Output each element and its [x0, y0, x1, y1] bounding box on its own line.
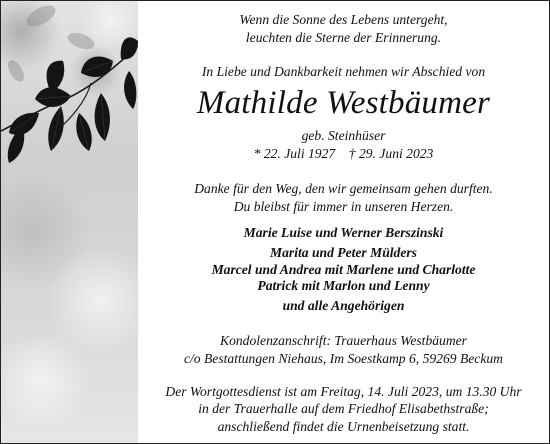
condolence-line-1: Kondolenzanschrift: Trauerhaus Westbäumer	[220, 333, 467, 348]
service-line-3: anschließend findet die Urnenbeisetzung statt.	[217, 419, 470, 434]
leaves-illustration	[1, 1, 138, 444]
leaves-photo	[1, 1, 138, 444]
mourner-3: Marcel und Andrea mit Marlene und Charlotte	[211, 262, 476, 277]
mourner-1: Marie Luise und Werner Berszinski	[243, 225, 444, 240]
condolence-line-2: c/o Bestattungen Niehaus, Im Soestkamp 6, 59269 Beckum	[183, 351, 503, 366]
service-line-2: in der Trauerhalle auf dem Friedhof Elisabethstraße;	[198, 401, 489, 416]
poem-line-2: leuchten die Sterne der Erinnerung.	[245, 30, 442, 45]
mourner-5: und alle Angehörigen	[282, 298, 405, 313]
maiden-name: geb. Steinhüser	[301, 128, 386, 143]
thanks-line-1: Danke für den Weg, den wir gemeinsam gehen durften.	[194, 181, 493, 196]
life-dates: * 22. Juli 1927 † 29. Juni 2023	[253, 146, 434, 161]
mourner-4: Patrick mit Marlon und Lenny	[257, 278, 430, 293]
notice-text	[138, 1, 549, 443]
intro-text: In Liebe und Dankbarkeit nehmen wir Abschied von	[201, 64, 486, 79]
poem-line-1: Wenn die Sonne des Lebens untergeht,	[239, 12, 448, 27]
thanks-line-2: Du bleibst für immer in unseren Herzen.	[233, 199, 454, 214]
deceased-name: Mathilde Westbäumer	[196, 85, 491, 121]
mourner-2: Marita und Peter Mülders	[270, 245, 417, 260]
service-line-1: Der Wortgottesdienst ist am Freitag, 14. Juli 2023, um 13.30 Uhr	[165, 384, 522, 399]
